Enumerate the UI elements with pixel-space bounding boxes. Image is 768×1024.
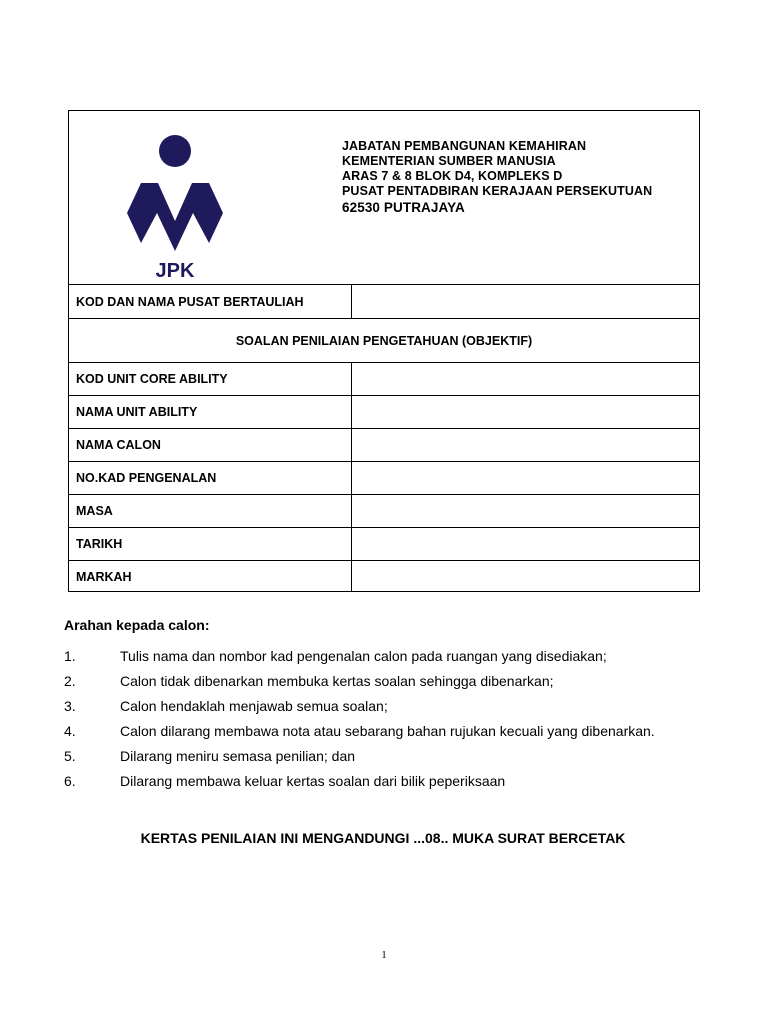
address-line: KEMENTERIAN SUMBER MANUSIA (342, 154, 556, 168)
item-number: 1. (64, 648, 76, 664)
field-label: NO.KAD PENGENALAN (69, 462, 352, 494)
field-row (69, 429, 699, 462)
marks-field[interactable] (352, 561, 699, 592)
center-row (69, 285, 699, 319)
ic-number-field[interactable] (352, 462, 699, 494)
list-item (64, 773, 724, 798)
jpk-logo (127, 133, 227, 279)
field-row (69, 396, 699, 429)
item-number: 4. (64, 723, 76, 739)
field-row (69, 561, 699, 592)
item-text: Calon tidak dibenarkan membuka kertas soalan sehingga dibenarkan; (120, 673, 554, 689)
list-item (64, 748, 724, 773)
item-number: 5. (64, 748, 76, 764)
center-label: KOD DAN NAMA PUSAT BERTAULIAH (69, 285, 352, 318)
unit-code-field[interactable] (352, 363, 699, 395)
agency-address (342, 139, 652, 215)
center-field[interactable] (352, 285, 699, 318)
unit-name-field[interactable] (352, 396, 699, 428)
item-text: Dilarang membawa keluar kertas soalan dari bilik peperiksaan (120, 773, 506, 789)
header-section (69, 111, 699, 285)
item-text: Tulis nama dan nombor kad pengenalan calon pada ruangan yang disediakan; (120, 648, 607, 664)
time-field[interactable] (352, 495, 699, 527)
list-item (64, 673, 724, 698)
address-line: ARAS 7 & 8 BLOK D4, KOMPLEKS D (342, 169, 563, 183)
section-title: SOALAN PENILAIAN PENGETAHUAN (OBJEKTIF) (235, 333, 533, 348)
item-text: Dilarang meniru semasa penilian; dan (120, 748, 356, 764)
field-label: KOD UNIT CORE ABILITY (69, 363, 352, 395)
list-item (64, 698, 724, 723)
page-count-note: KERTAS PENILAIAN INI MENGANDUNGI ...08.. MUKA SURAT BERCETAK (140, 830, 626, 846)
field-row (69, 495, 699, 528)
item-text: Calon dilarang membawa nota atau sebarang bahan rujukan kecuali yang dibenarkan. (120, 723, 655, 739)
field-label: MARKAH (69, 561, 352, 592)
date-field[interactable] (352, 528, 699, 560)
exam-cover-form (68, 110, 700, 592)
logo-text: JPK (155, 260, 195, 279)
list-item (64, 648, 724, 673)
item-text: Calon hendaklah menjawab semua soalan; (120, 698, 388, 714)
list-item (64, 723, 724, 748)
field-row (69, 462, 699, 495)
candidate-name-field[interactable] (352, 429, 699, 461)
address-line: JABATAN PEMBANGUNAN KEMAHIRAN (342, 139, 587, 153)
field-label: MASA (69, 495, 352, 527)
field-row (69, 528, 699, 561)
section-title-row (69, 319, 699, 363)
address-line: 62530 PUTRAJAYA (342, 200, 465, 215)
field-label: NAMA UNIT ABILITY (69, 396, 352, 428)
item-number: 6. (64, 773, 76, 789)
field-label: TARIKH (69, 528, 352, 560)
address-line: PUSAT PENTADBIRAN KERAJAAN PERSEKUTUAN (342, 184, 653, 198)
field-label: NAMA CALON (69, 429, 352, 461)
field-row (69, 363, 699, 396)
instructions-title: Arahan kepada calon: (64, 617, 210, 633)
item-number: 2. (64, 673, 76, 689)
item-number: 3. (64, 698, 76, 714)
page-number: 1 (381, 949, 387, 961)
instructions-list (64, 648, 724, 798)
